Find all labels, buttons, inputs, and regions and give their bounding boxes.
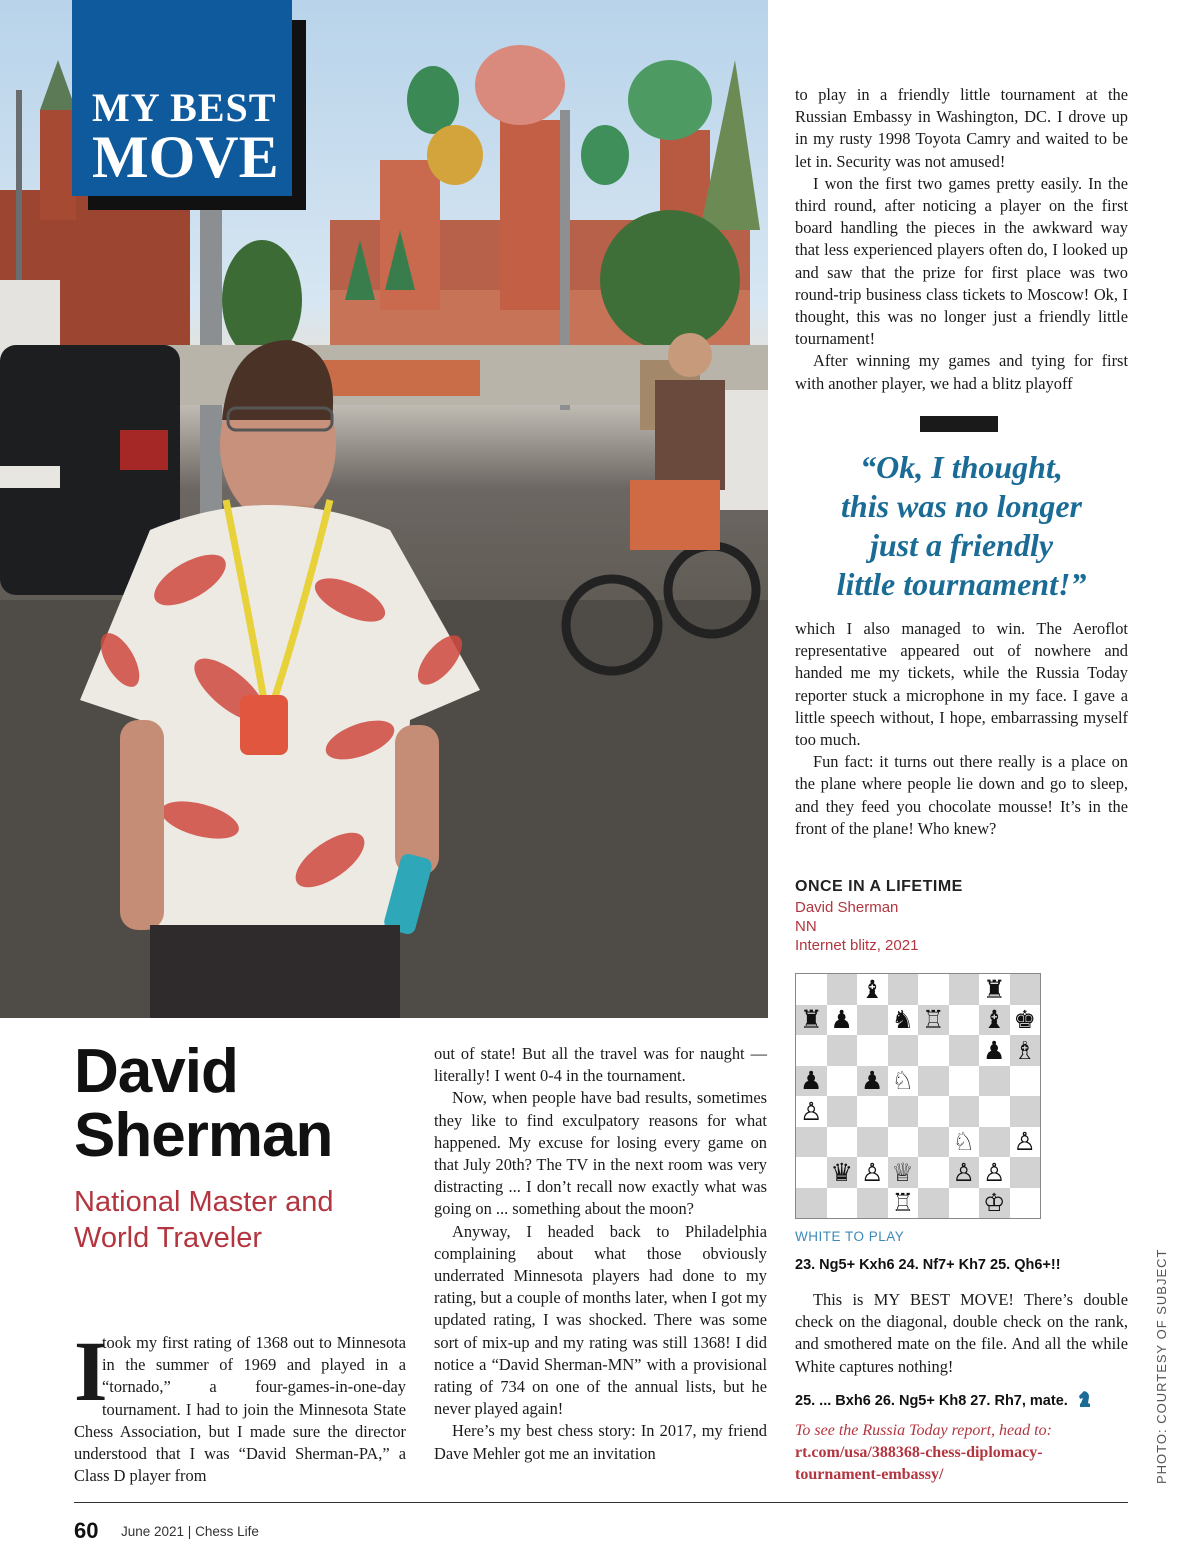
board-square: ♙ [796,1096,827,1127]
board-square: ♙ [949,1157,980,1188]
link-url-line: rt.com/usa/388368-chess-diplomacy- [795,1444,1043,1461]
board-square [796,1127,827,1158]
board-square [888,1035,919,1066]
pullquote-line: little tournament!” [836,566,1087,602]
board-square [827,1066,858,1097]
board-square [949,1066,980,1097]
board-square [918,1127,949,1158]
middle-column [434,1043,767,1465]
board-square [796,1035,827,1066]
board-square: ♟ [979,1035,1010,1066]
banner-line-1: MY BEST [92,85,277,130]
dropcap: I [74,1323,108,1419]
paragraph [74,1323,406,1487]
paragraph: Anyway, I headed back to Philadelphia complaining about what those obviously underrated Minnesota players had done to my rating, but a couple of months later, when I got my updated rating, I was shocked. There was some sort of mix-up and my rating was still 1368! I did notice a “David Sherman-MN” with a provisional rating of 734 on one of the annual lists, but he never played again! [434,1221,767,1419]
footer-rule [74,1502,1128,1503]
game-black-player: NN [795,918,817,935]
board-square [1010,974,1041,1005]
footer-issue: June 2021 | Chess Life [121,1524,259,1539]
article-title [74,1037,333,1170]
link-intro: To see the Russia Today report, head to: [795,1422,1052,1439]
board-square: ♝ [979,1005,1010,1036]
board-square [979,1096,1010,1127]
board-square [796,1188,827,1219]
board-square [827,1127,858,1158]
board-square [857,1096,888,1127]
game-white-player: David Sherman [795,899,899,916]
article-subtitle [74,1184,334,1256]
board-square: ♝ [857,974,888,1005]
pullquote-line: this was no longer [841,488,1082,524]
paragraph: to play in a friendly little tournament at the Russian Embassy in Washington, DC. I drove up in my rusty 1998 Toyota Camry and waited to be let in. Security was not amused! [795,85,1128,171]
board-square [918,1096,949,1127]
pullquote-line: just a friendly [869,527,1054,563]
board-square [979,1127,1010,1158]
board-square [888,1127,919,1158]
subtitle-line: World Traveler [74,1222,263,1254]
pullquote [795,448,1128,604]
board-square [949,1005,980,1036]
pullquote-line: “Ok, I thought, [860,449,1063,485]
paragraph: which I also managed to win. The Aeroflot representative appeared out of nowhere and handed me my tickets, while the Russia Today reporter stuck a microphone in my face. I gave a little speech without, I hope, embarrassing myself too much. [795,619,1128,750]
report-link[interactable] [795,1442,1128,1486]
board-square [888,974,919,1005]
paragraph: Here’s my best chess story: In 2017, my friend Dave Mehler got me an invitation [434,1421,767,1463]
board-square [1010,1157,1041,1188]
right-column-top [795,84,1128,395]
paragraph: out of state! But all the travel was for naught — literally! I went 0-4 in the tournament. [434,1044,767,1086]
board-square [979,1066,1010,1097]
paragraph-text: took my first rating of 1368 out to Minnesota in the summer of 1969 and played in a “tornado,” a four-games-in-one-day tournament. I had to join the Minnesota State Chess Association, but I made sure the director understood that I was “David Sherman-PA,” a Class D player from [74,1333,406,1486]
game-note: This is MY BEST MOVE! There’s double check on the diagonal, double check on the rank, and smothered mate on the file. And all the while White captures nothing! [795,1290,1128,1376]
subtitle-line: National Master and [74,1186,334,1218]
board-square [949,1096,980,1127]
board-square: ♙ [857,1157,888,1188]
game-event: Internet blitz, 2021 [795,937,919,954]
board-square: ♜ [796,1005,827,1036]
title-line: David [74,1037,238,1106]
link-url-line: tournament-embassy/ [795,1466,944,1483]
banner-line-2: MOVE [92,124,279,190]
board-square [827,1035,858,1066]
board-square: ♜ [979,974,1010,1005]
board-square [827,1188,858,1219]
board-square: ♛ [827,1157,858,1188]
board-square [827,974,858,1005]
board-square: ♟ [857,1066,888,1097]
board-square: ♘ [949,1127,980,1158]
page-number: 60 [74,1518,99,1543]
right-column-middle [795,618,1128,840]
title-line: Sherman [74,1101,333,1170]
board-square [827,1096,858,1127]
paragraph: Now, when people have bad results, sometimes they like to find exculpatory reasons for what happened. My excuse for losing every game on that July 20th? The TV in the next room was very distracting ... I don’t recall now exactly what was going on ... something about the moon? [434,1088,767,1219]
moves-line-1: 23. Ng5+ Kxh6 24. Nf7+ Kh7 25. Qh6+!! [795,1257,1061,1273]
photo-credit: PHOTO: COURTESY OF SUBJECT [1154,1248,1169,1484]
board-square: ♖ [918,1005,949,1036]
board-square [796,1157,827,1188]
board-square [918,1066,949,1097]
board-square [949,1035,980,1066]
board-square: ♔ [979,1188,1010,1219]
board-square [918,974,949,1005]
board-square: ♟ [827,1005,858,1036]
board-square: ♖ [888,1188,919,1219]
board-square [918,1035,949,1066]
board-square [857,1188,888,1219]
board-square [796,974,827,1005]
paragraph: After winning my games and tying for first with another player, we had a blitz playoff [795,351,1128,393]
pullquote-bar [920,416,998,432]
moves-line-2 [795,1389,1095,1409]
board-square: ♞ [888,1005,919,1036]
board-square [949,1188,980,1219]
board-square: ♕ [888,1157,919,1188]
board-square [949,974,980,1005]
paragraph: Fun fact: it turns out there really is a place on the plane where people lie down and go to sleep, and they feed you chocolate mousse! It’s in the front of the plane! Who knew? [795,752,1128,838]
cover-photo [0,0,768,1018]
board-square [918,1157,949,1188]
board-square: ♗ [1010,1035,1041,1066]
board-square [888,1096,919,1127]
board-square: ♘ [888,1066,919,1097]
board-square [1010,1188,1041,1219]
moves-text: 25. ... Bxh6 26. Ng5+ Kh8 27. Rh7, mate. [795,1393,1068,1409]
board-square: ♙ [979,1157,1010,1188]
board-square [918,1188,949,1219]
game-heading: ONCE IN A LIFETIME [795,878,963,895]
paragraph: I won the first two games pretty easily. In the third round, after noticing a player on the first board handling the pieces in the awkward way that less experienced players often do, I looked up and saw that the prize for first place was two round-trip business class tickets to Moscow! Ok, I thought, this was no longer just a friendly little tournament! [795,173,1128,349]
to-play-label: WHITE TO PLAY [795,1229,905,1244]
board-square [1010,1096,1041,1127]
chess-diagram [795,973,1041,1219]
board-square: ♚ [1010,1005,1041,1036]
left-column [74,1323,406,1487]
board-square: ♙ [1010,1127,1041,1158]
board-square [857,1005,888,1036]
board-square [1010,1066,1041,1097]
board-square: ♟ [796,1066,827,1097]
section-banner [72,0,292,196]
chess-knight-end-icon [1075,1389,1095,1409]
board-square [857,1127,888,1158]
board-square [857,1035,888,1066]
